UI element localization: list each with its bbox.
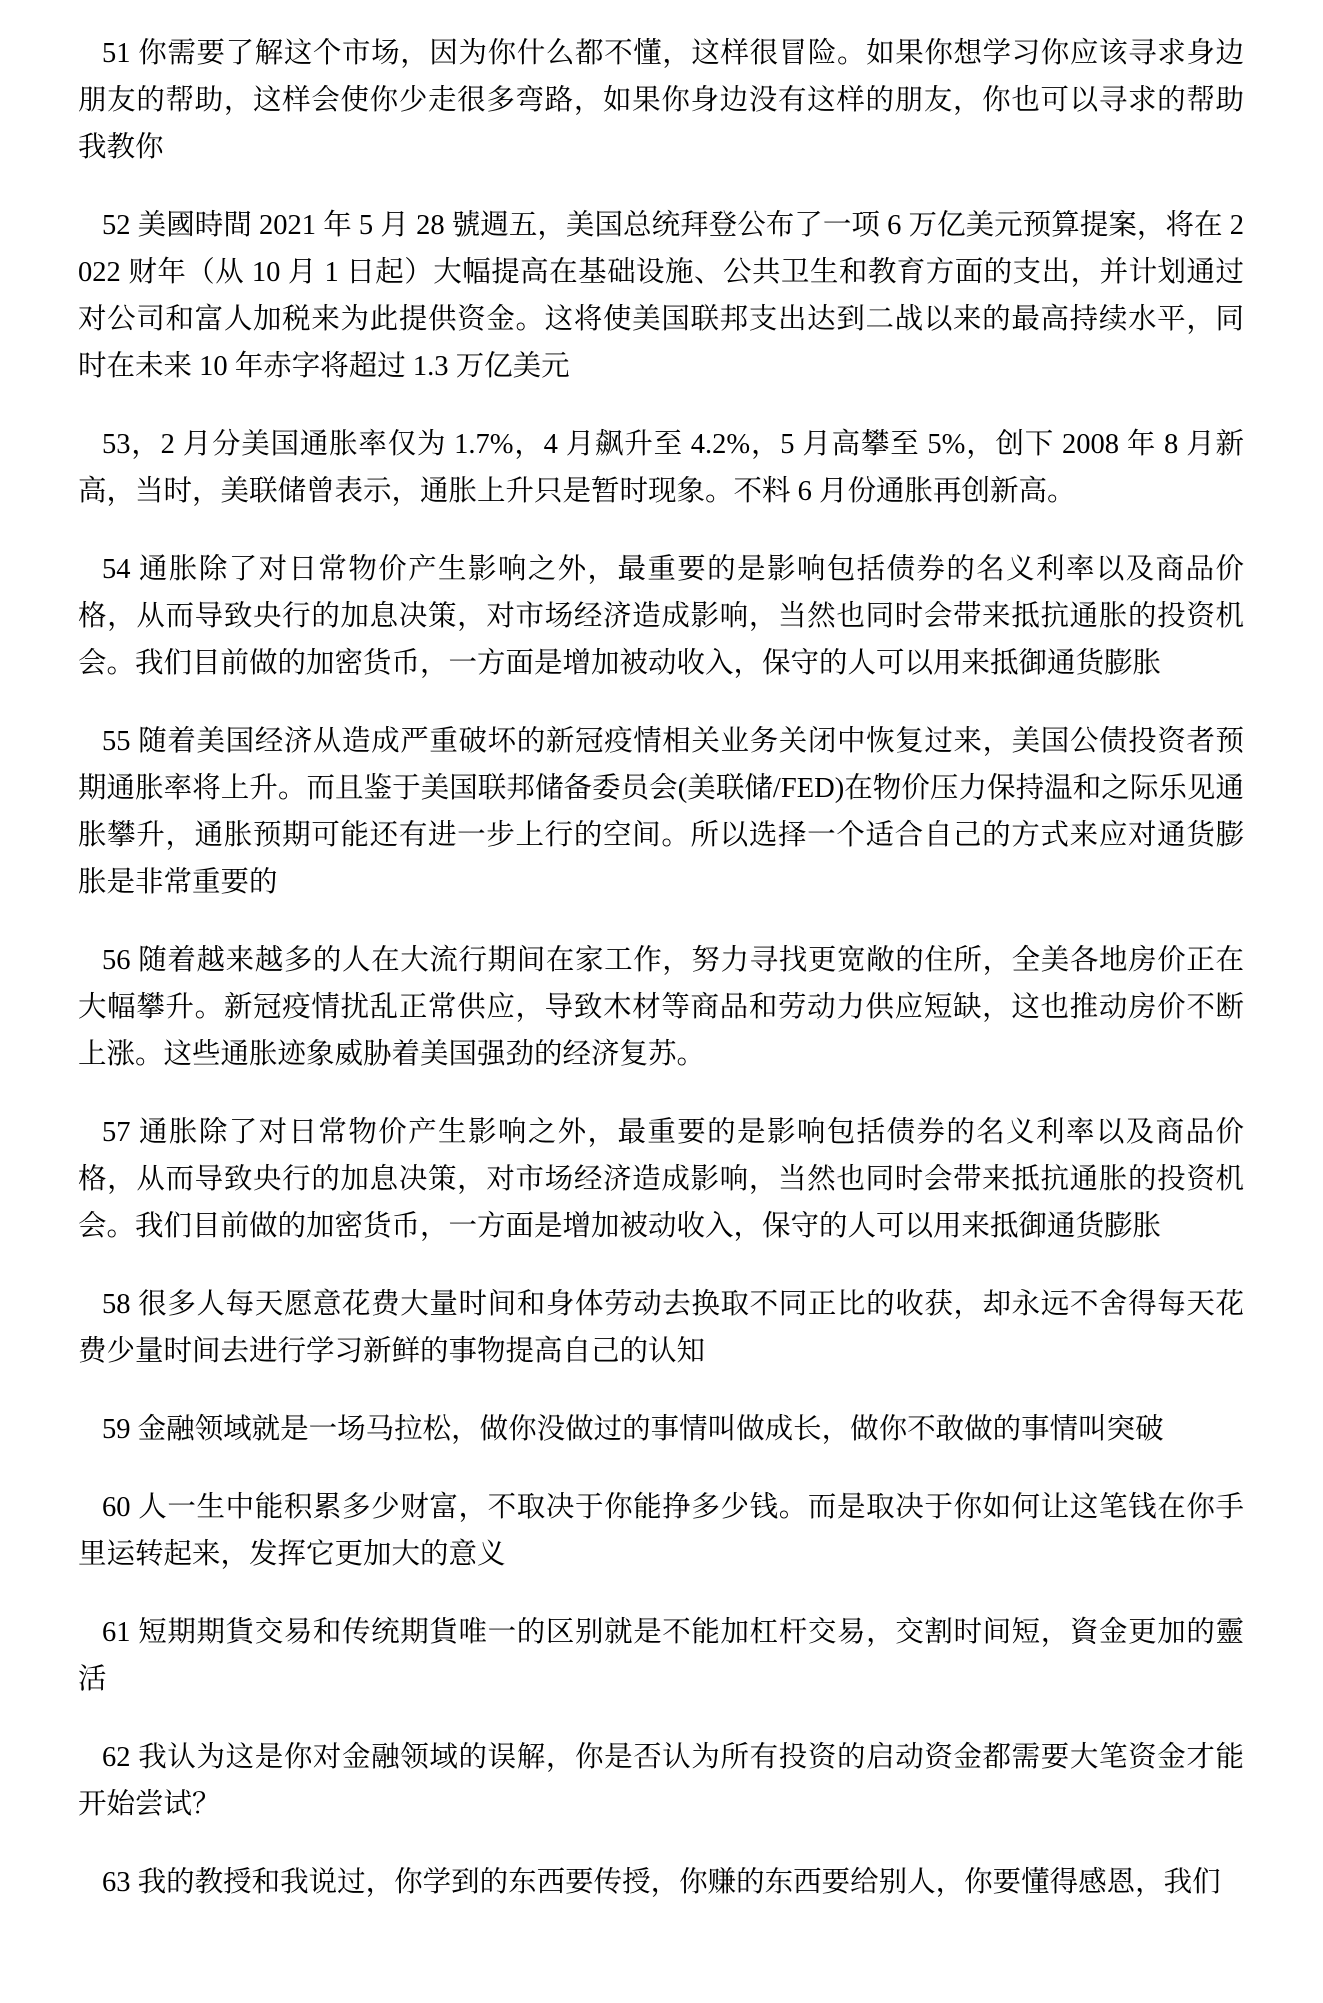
paragraph-57: 57 通胀除了对日常物价产生影响之外，最重要的是影响包括债券的名义利率以及商品价格，从而导致央行的加息决策，对市场经济造成影响，当然也同时会带来抵抗通胀的投资机会。我们目前做的加密货币，一方面是增加被动收入，保守的人可以用来抵御通货膨胀 <box>78 1117 1244 1242</box>
paragraph-59: 59 金融领域就是一场马拉松，做你没做过的事情叫做成长，做你不敢做的事情叫突破 <box>102 1414 1164 1445</box>
paragraph-62: 62 我认为这是你对金融领域的误解，你是否认为所有投资的启动资金都需要大笔资金才能开始尝试？ <box>78 1742 1244 1820</box>
paragraph-53: 53，2 月分美国通胀率仅为 1.7%，4 月飙升至 4.2%，5 月高攀至 5%，创下 2008 年 8 月新高，当时，美联储曾表示，通胀上升只是暂时现象。不料 6 月份通胀再创新高。 <box>78 429 1244 507</box>
paragraph-51: 51 你需要了解这个市场，因为你什么都不懂，这样很冒险。如果你想学习你应该寻求身边朋友的帮助，这样会使你少走很多弯路，如果你身边没有这样的朋友，你也可以寻求的帮助我教你 <box>78 38 1244 163</box>
paragraph-55: 55 随着美国经济从造成严重破坏的新冠疫情相关业务关闭中恢复过来，美国公债投资者预期通胀率将上升。而且鉴于美国联邦储备委员会(美联储/FED)在物价压力保持温和之际乐见通胀攀升，通胀预期可能还有进一步上行的空间。所以选择一个适合自己的方式来应对通货膨胀是非常重要的 <box>78 726 1244 898</box>
paragraph-54: 54 通胀除了对日常物价产生影响之外，最重要的是影响包括债券的名义利率以及商品价格，从而导致央行的加息决策，对市场经济造成影响，当然也同时会带来抵抗通胀的投资机会。我们目前做的加密货币，一方面是增加被动收入，保守的人可以用来抵御通货膨胀 <box>78 554 1244 679</box>
paragraph-61: 61 短期期貨交易和传统期貨唯一的区别就是不能加杠杆交易，交割时间短，資金更加的靈活 <box>78 1617 1244 1695</box>
paragraph-52: 52 美國時間 2021 年 5 月 28 號週五，美国总统拜登公布了一项 6 万亿美元预算提案，将在 2022 财年（从 10 月 1 日起）大幅提高在基础设施、公共卫生和教育方面的支出，并计划通过对公司和富人加税来为此提供资金。这将使美国联邦支出达到二战以来的最高持续水平，同时在未来 10 年赤字将超过 1.3 万亿美元 <box>78 210 1244 382</box>
paragraph-63: 63 我的教授和我说过，你学到的东西要传授，你赚的东西要给别人，你要懂得感恩，我们 <box>102 1867 1221 1898</box>
paragraph-60: 60 人一生中能积累多少财富，不取决于你能挣多少钱。而是取决于你如何让这笔钱在你手里运转起来，发挥它更加大的意义 <box>78 1492 1244 1570</box>
paragraph-56: 56 随着越来越多的人在大流行期间在家工作，努力寻找更宽敞的住所，全美各地房价正在大幅攀升。新冠疫情扰乱正常供应，导致木材等商品和劳动力供应短缺，这也推动房价不断上涨。这些通胀迹象威胁着美国强劲的经济复苏。 <box>78 945 1244 1070</box>
document-text-body <box>78 30 1244 1906</box>
paragraph-58: 58 很多人每天愿意花费大量时间和身体劳动去换取不同正比的收获，却永远不舍得每天花费少量时间去进行学习新鲜的事物提高自己的认知 <box>78 1289 1244 1367</box>
